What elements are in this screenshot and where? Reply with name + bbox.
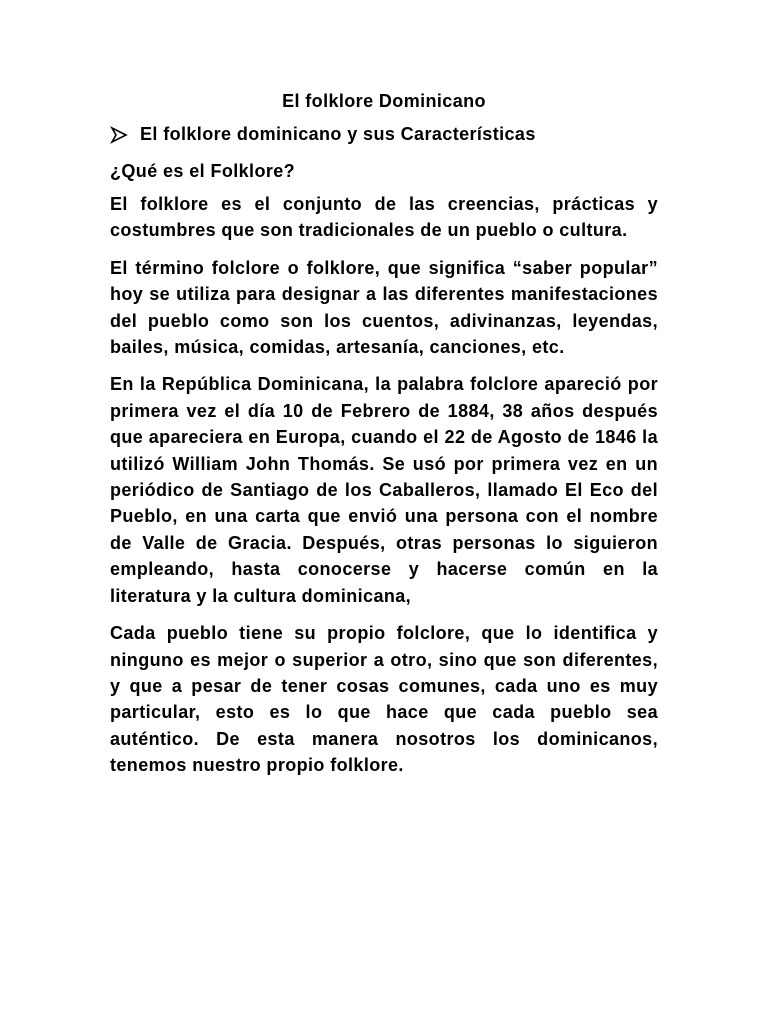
arrow-bullet-icon [110,125,128,143]
section-question: ¿Qué es el Folklore? [110,161,296,181]
paragraph-identity: Cada pueblo tiene su propio folclore, que lo identifica y ninguno es mejor o superior a otro, sino que son diferentes, y que a pesar de tener cosas comunes, cada uno es muy particular, esto es lo que hace que cada pueblo sea auténtico. De esta manera nosotros los dominicanos, tenemos nuestro propio folklore. [110,623,658,776]
paragraph-definition: El folklore es el conjunto de las creencias, prácticas y costumbres que son tradicionales de un pueblo o cultura. [110,194,658,241]
bullet-heading [110,121,658,147]
document-body [110,191,658,790]
paragraph-term: El término folclore o folklore, que significa “saber popular” hoy se utiliza para designar a las diferentes manifestaciones del pueblo como son los cuentos, adivinanzas, leyendas, bailes, música, comidas, artesanía, canciones, etc. [110,257,658,358]
document-title: El folklore Dominicano [282,91,486,111]
bullet-heading-text: El folklore dominicano y sus Características [140,124,536,144]
paragraph-history: En la República Dominicana, la palabra folclore apareció por primera vez el día 10 de Febrero de 1884, 38 años después que apareciera en Europa, cuando el 22 de Agosto de 1846 la utilizó William John Thomás. Se usó por primera vez en un periódico de Santiago de los Caballeros, llamado El Eco del Pueblo, en una carta que envió una persona con el nombre de Valle de Gracia. Después, otras personas lo siguieron empleando, hasta conocerse y hacerse común en la literatura y la cultura dominicana, [110,374,658,606]
